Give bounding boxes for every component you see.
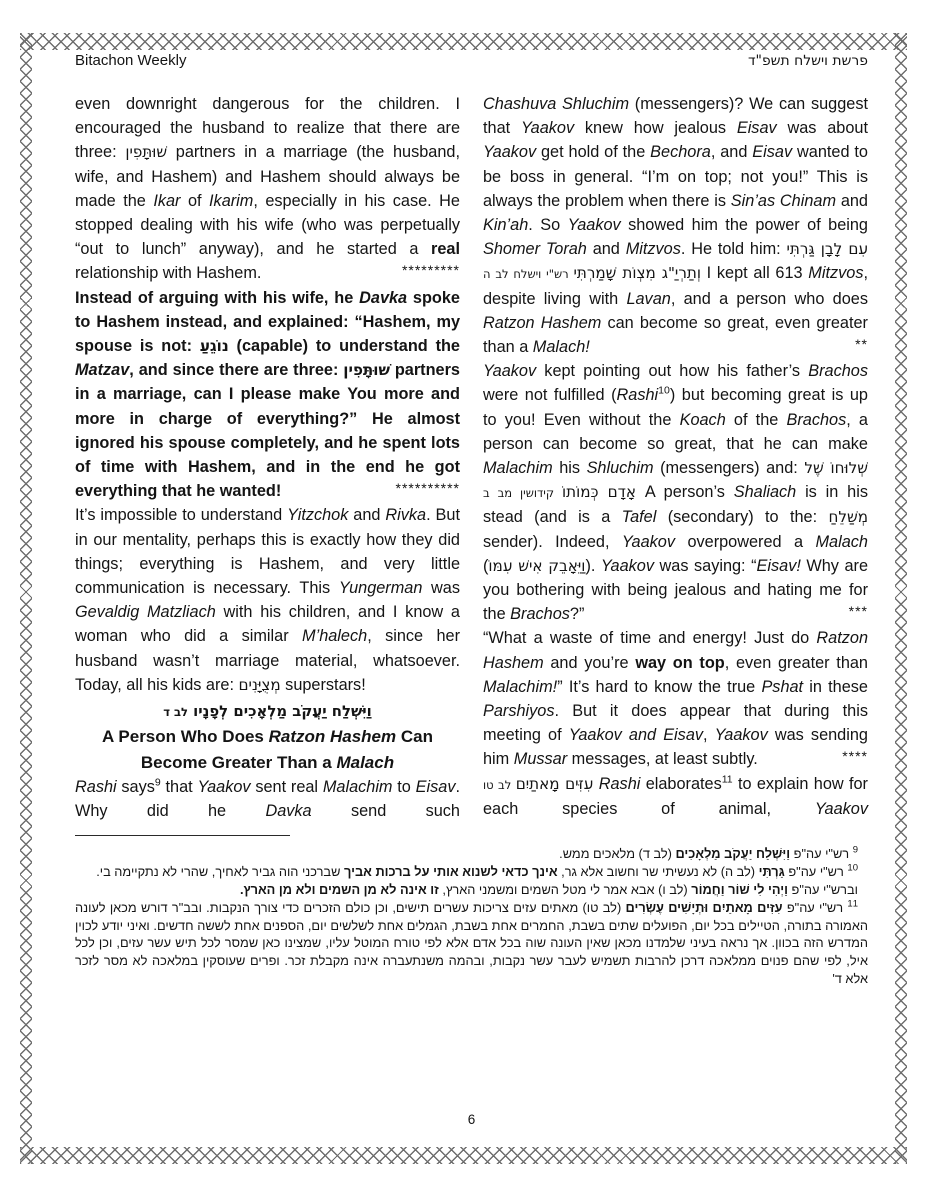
decorative-border-left: [20, 33, 32, 1164]
section-separator-stars: ***: [848, 603, 868, 620]
parsha-header: פרשת וישלח תשפ"ד: [747, 53, 868, 69]
footnote-10-continued: וברש"י עה"פ וַיְהִי לִי שׁוֹר וַחֲמוֹר (לב ו) אבא אמר לי מטל השמים ומשמני הארץ, זו אינה לא מן השמים ולא מן הארץ.: [239, 882, 858, 898]
section-separator-stars: **: [855, 336, 868, 353]
decorative-border-top: [20, 33, 907, 50]
decorative-border-bottom: [20, 1147, 907, 1164]
section-separator-stars: ****: [842, 748, 868, 765]
text-columns: [75, 92, 868, 823]
page-content: [75, 52, 868, 988]
section-separator-stars: *********: [401, 262, 460, 279]
paragraph: עִזִּים מָאתַיִם לב טו Rashi elaborates$^{11}$ to explain how for each species of animal, Yaakov: [483, 773, 868, 818]
newsletter-title: Bitachon Weekly: [75, 52, 187, 69]
decorative-border-right: [895, 33, 907, 1164]
pasuk-heading: וַיִּשְׁלַח יַעֲקֹב מַלְאָכִים לְפָנָיו לב ד: [163, 702, 372, 721]
paragraph: Chashuva Shluchim (messengers)? We can suggest that Yaakov knew how jealous Eisav was about Yaakov get hold of the Bechora, and Eisav wanted to be boss in general. “I’m on top; not you!” This is always the problem when there is Sin’as Chinam and Kin’ah. So Yaakov showed him the power of being Shomer Torah and Mitzvos. He told him: עִם לָבָן גַּרְתִּי וְתַרְיַ"ג מִצְוֹת שָׁמַרְתִּי רש"י וישלח לב ה I kept all 613 Mitzvos, despite living with Lavan, and a person who does Ratzon Hashem can become so great, even greater than a Malach! **: [483, 95, 868, 357]
footnote-11: $^{11}$ רש"י עה"פ עִזִּים מָאתַיִם וּתְיָשִׁים עֶשְׂרִים (לב טו) מאתים עזים צריכות עשרים תישים, וכן כולם הזכרים כדי צורך הנקבות. ובב"ר דורש מכאן לעונה האמורה בתורה, הטיילים בכל יום, הפועלים שתים בשבת, החמרים אחת בשבת, הגמלים אחת לשלשים יום, הספנים אחת לששה חדשים. ואיני יודע לכוין המדרש הזה בכוון. אך נראה בעיני שלמדנו מכאן שאין העונה שוה בכל אדם אלא לפי טורח המוטל עליו, שמצינו כאן שמסר לכל תיש עשר עזים, וכן לכל איל, לפי שהם פנוים ממלאכה דרכן להרבות תשמיש לעבר עשר נקבות, ובהמה משנתעברה אינה מקבלת זכר. ופרים שעוסקין במלאכה לא מסר לזכר אלא ד': [75, 898, 868, 987]
paragraph: It’s impossible to understand Yitzchok and Rivka. But in our mentality, perhaps this is exactly how they did things; everything is Hashem, and very little communication is necessary. This Yungerman was Gevaldig Matzliach with his children, and I know a woman who did a similar M’halech, since her husband wasn’t marriage material, whatsoever. Today, all his kids are: מְצֻיָּנִים superstars!: [75, 506, 461, 694]
page-number: 6: [467, 1112, 476, 1127]
footnote-separator: [75, 835, 290, 836]
paragraph: “What a waste of time and energy! Just do Ratzon Hashem and you’re way on top, even greater than Malachim!” It’s hard to know the true Pshat in these Parshiyos. But it does appear that during this meeting of Yaakov and Eisav, Yaakov was sending him Mussar messages, at least subtly. ****: [483, 629, 868, 769]
paragraph: Yaakov kept pointing out how his father’s Brachos were not fulfilled (Rashi$^{10}$) but becoming great is up to you! Even without the Koach of the Brachos, a person can become so great, that he can make Malachim his Shluchim (messengers) and: שְׁלוּחוֹ שֶׁל אָדָם כְּמוֹתוֹ קידושין מב ב A person’s Shaliach is in his stead (and is a Tafel (secondary) to the: מְשַׁלֵחַ sender). Indeed, Yaakov overpowered a Malach (וַיֵּאָבֵק אִישׁ עִמּוֹ). Yaakov was saying: “Eisav! Why are you bothering with being jealous and hating me for the Brachos?” ***: [483, 362, 868, 624]
section-separator-stars: **********: [395, 480, 460, 497]
column-left: [75, 92, 460, 823]
column-right: [483, 92, 868, 823]
paragraph: Instead of arguing with his wife, he Davka spoke to Hashem instead, and explained: “Hashem, my spouse is not: נוֹגֵעַ (capable) to understand the Matzav, and since there are three: שׁוּתָּפִין partners in a marriage, can I please make You more and more in charge of everything?” He almost ignored his spouse completely, and he spent lots of time with Hashem, and in the end he got everything that he wanted! **********: [75, 288, 460, 501]
footnote-9: $^9$ רש"י עה"פ וַיִּשְׁלַח יַעֲקֹב מַלְאָכִים (לב ד) מלאכים ממש.: [559, 845, 858, 862]
paragraph: Rashi says$^9$ that Yaakov sent real Malachim to Eisav. Why did he Davka send such: [75, 776, 460, 821]
footnote-10: $^{10}$ רש"י עה"פ גַּרְתִּי (לב ה) לא נעשיתי שר וחשוב אלא גר, אינך כדאי לשנוא אותי על ברכות אביך שברכני הוה גביר לאחיך, שהרי לא נתקיימה בי.: [96, 863, 858, 880]
page-header: [75, 52, 868, 69]
paragraph: even downright dangerous for the children. I encouraged the husband to realize that there are three: שׁוּתָּפִין partners in a marriage (the husband, wife, and Hashem) and Hashem should always be made the Ikar of Ikarim, especially in his case. He stopped dealing with his wife (who was perpetually “out to lunch” anyway), and he started a real relationship with Hashem. *********: [75, 95, 460, 283]
footnotes-section: [75, 845, 868, 987]
section-heading: A Person Who Does Ratzon Hashem Can Become Greater Than a Malach: [102, 727, 433, 772]
